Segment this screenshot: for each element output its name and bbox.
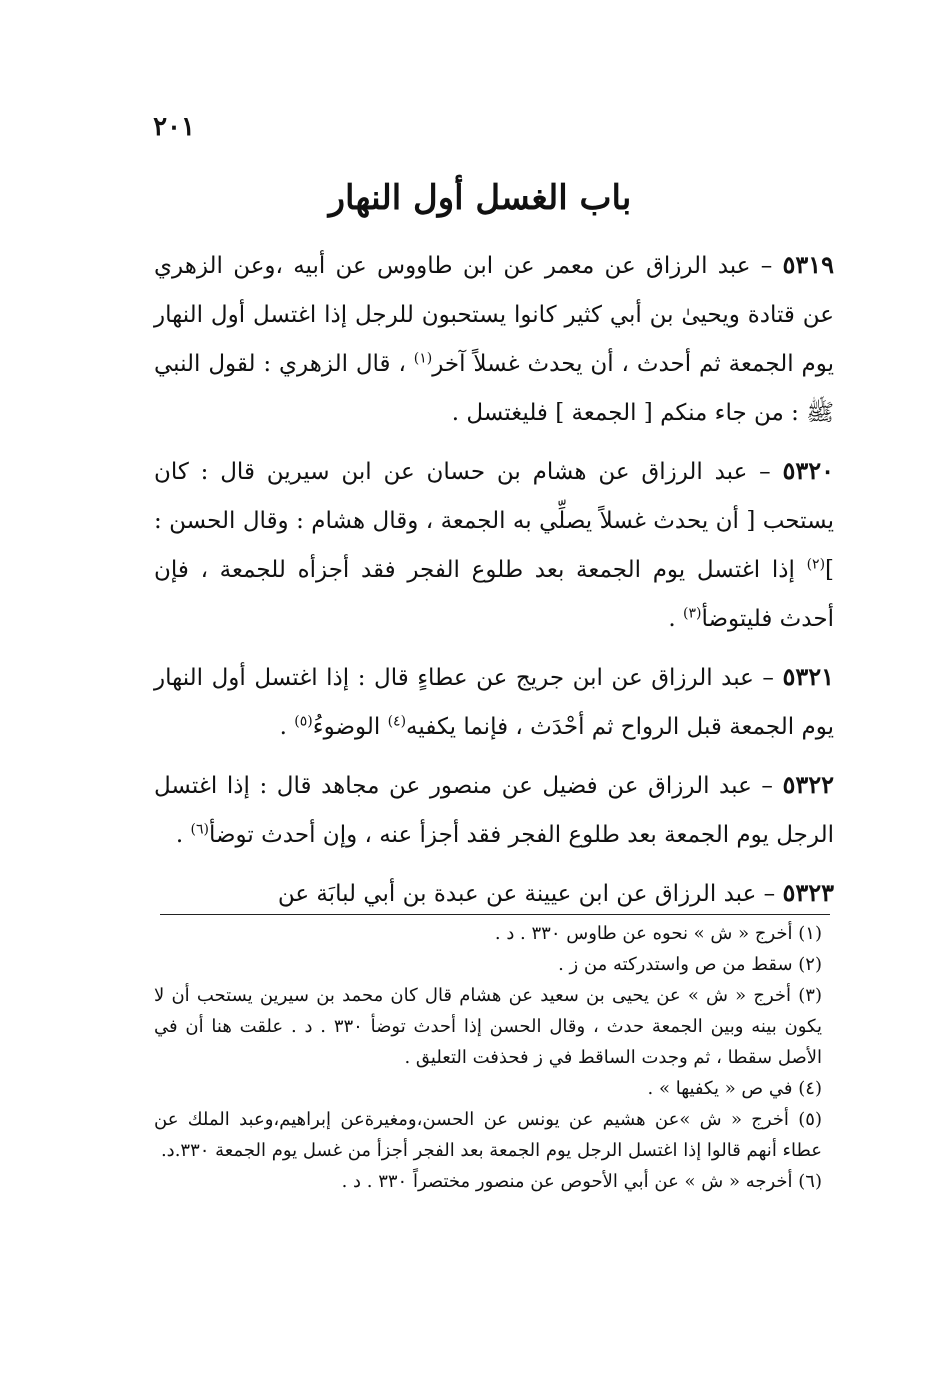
text-line: – عبد الرزاق عن معمر عن ابن طاووس عن أبيه ،وعن — [233, 253, 773, 279]
footnote-text: أخرجه « ش » عن أبي الأحوص عن منصور مختصراً ٣٣٠ . د . — [341, 1171, 793, 1192]
footnote-2 — [154, 949, 834, 980]
text-line: – عبد الرزاق عن هشام بن حسان عن ابن سيرين قال : — [200, 459, 771, 485]
hadith-number: ٥٣٢٢ — [782, 770, 834, 799]
footnote-text: عن عطاء أنهم قالوا إذا اغتسل الرجل يوم الجمعة بعد الفجر أجزأ من غسل يوم الجمعة ٣٣٠.د. — [154, 1109, 822, 1161]
footnote-marker: (٢) — [806, 556, 826, 573]
text-line: اغتسل أول النهار يوم الجمعة ثم أحدث ، أن يحدث غسلاً آخر — [154, 302, 834, 377]
main-text — [154, 240, 834, 919]
footnote-text: أخرج « ش » نحوه عن طاوس ٣٣٠ . د . — [494, 923, 793, 944]
hadith-paragraph-5322 — [154, 760, 834, 860]
text-line: كان يستحب [ أن يحدث غسلاً يصلِّي به الجمعة ، وقال هشام : وقال — [154, 459, 835, 534]
text-line: قال الزهري : لقول النبي ﷺ : من جاء منكم [ الجمعة ] فليغتسل . — [154, 351, 834, 426]
text-line: – عبد الرزاق عن ابن عيينة عن عبدة بن أبي لبابَة عن — [277, 881, 776, 907]
footnote-marker: (٥) — [294, 713, 313, 730]
hadith-number: ٥٣٢٠ — [782, 456, 835, 485]
footnote-text: سقط من ص واستدركته من ز . — [558, 954, 793, 975]
footnote-text: أن لا يكون بينه وبين الجمعة حدث ، وقال الحسن إذا أحدث توضأ ٣٣٠ . د . — [154, 985, 822, 1037]
hadith-paragraph-5323 — [154, 868, 834, 919]
footnotes — [154, 918, 834, 1197]
text-line: – عبد الرزاق عن فضيل عن منصور عن مجاهد قال : — [259, 773, 773, 799]
text-line: الزهري عن قتادة ويحيىٰ بن أبي كثير كانوا يستحبون للرجل إذا — [154, 253, 834, 328]
text-punct: . — [279, 714, 287, 740]
footnote-number: (٤) — [798, 1078, 822, 1099]
text-line: إذا اغتسل يوم الجمعة بعد طلوع الفجر فقد أجزأه — [297, 557, 795, 583]
text-line: – عبد الرزاق عن ابن جريج عن عطاءٍ قال : إذا اغتسل — [254, 665, 774, 691]
footnote-text: في ص « يكفيها » . — [647, 1078, 793, 1099]
text-punct: ، — [398, 351, 406, 377]
text-line: للجمعة ، فإن أحدث فليتوضأ — [154, 557, 834, 632]
footnote-text: أخرج « ش » عن يحيى بن سعيد عن هشام قال كان محمد بن سيرين يستحب — [196, 985, 792, 1006]
hadith-paragraph-5321 — [154, 652, 834, 752]
footnote-number: (٣) — [798, 985, 822, 1006]
page-number: ٢٠١ — [153, 112, 195, 142]
footnote-5 — [154, 1104, 834, 1166]
text-line: أول النهار يوم الجمعة قبل الرواح ثم أحْدَث ، فإنما يكفيه — [154, 665, 834, 740]
footnote-number: (٢) — [798, 954, 822, 975]
text-line: الوضوءُ — [312, 714, 381, 740]
text-line: إذا اغتسل الرجل يوم الجمعة بعد طلوع الفجر فقد أجزأ عنه ، وإن — [154, 773, 834, 848]
footnote-number: (٦) — [798, 1171, 822, 1192]
footnote-marker: (٤) — [387, 713, 407, 730]
text-punct: . — [668, 606, 676, 632]
footnote-1 — [154, 918, 834, 949]
footnote-marker: (٣) — [682, 605, 702, 622]
footnote-3 — [154, 980, 834, 1073]
chapter-title: باب الغسل أول النهار — [328, 178, 632, 218]
footnote-text: أخرج « ش »عن هشيم عن يونس عن الحسن،ومغيرةعن إبراهيم،وعبد الملك — [187, 1109, 789, 1130]
text-punct: . — [175, 822, 184, 848]
footnote-text: علقت هنا أن في الأصل سقطا ، ثم وجدت الساقط في ز فحذفت التعليق . — [154, 1016, 822, 1068]
footnote-marker: (١) — [413, 350, 433, 367]
text-line: أحدث توضأ — [209, 822, 316, 848]
hadith-paragraph-5319 — [154, 240, 834, 438]
hadith-number: ٥٣٢٣ — [782, 878, 834, 907]
footnote-6 — [154, 1166, 834, 1197]
footnote-number: (١) — [798, 923, 822, 944]
footnote-number: (٥) — [798, 1109, 822, 1130]
hadith-number: ٥٣٢١ — [782, 662, 835, 691]
text-line: الحسن : ] — [154, 508, 835, 583]
footnote-divider — [160, 914, 830, 915]
hadith-number: ٥٣١٩ — [782, 250, 835, 279]
footnote-4 — [154, 1073, 834, 1104]
hadith-paragraph-5320 — [154, 446, 834, 644]
footnote-marker: (٦) — [190, 821, 210, 838]
